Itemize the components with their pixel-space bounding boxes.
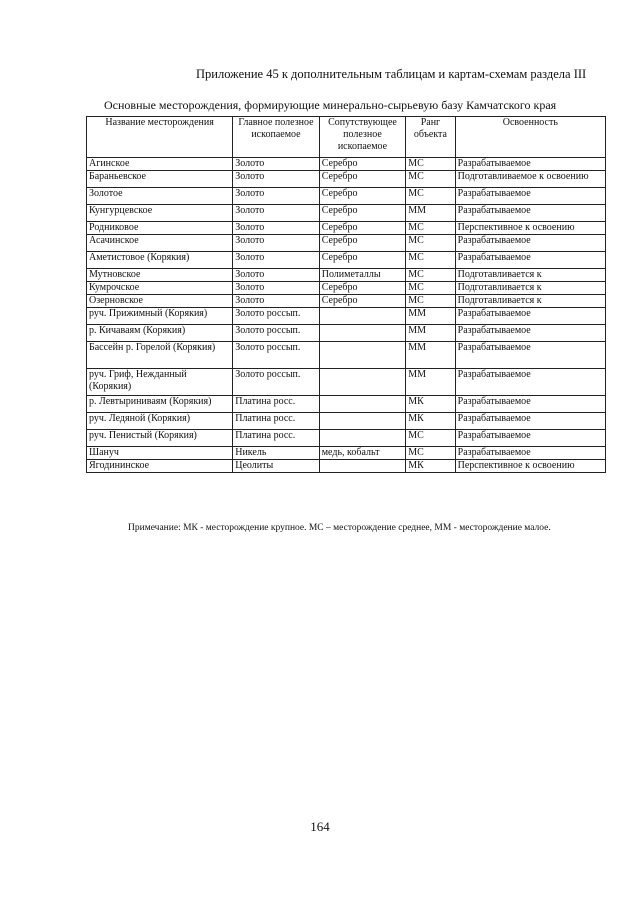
- table-cell: Золото: [233, 171, 320, 188]
- table-cell: Аметистовое (Корякия): [87, 252, 233, 269]
- column-header: Освоенность: [455, 117, 605, 158]
- table-row: [87, 447, 606, 460]
- table-cell: Шануч: [87, 447, 233, 460]
- table-cell: ММ: [406, 205, 455, 222]
- table-cell: [319, 413, 406, 430]
- table-cell: МК: [406, 396, 455, 413]
- table-row: [87, 430, 606, 447]
- column-header: Название месторождения: [87, 117, 233, 158]
- table-cell: р. Левтыриниваям (Корякия): [87, 396, 233, 413]
- table-cell: [319, 460, 406, 473]
- table-cell: МС: [406, 295, 455, 308]
- table-cell: ММ: [406, 342, 455, 369]
- table-cell: Цеолиты: [233, 460, 320, 473]
- table-cell: Агинское: [87, 158, 233, 171]
- table-row: [87, 460, 606, 473]
- table-cell: Разрабатываемое: [455, 413, 605, 430]
- table-cell: Разрабатываемое: [455, 188, 605, 205]
- table-row: [87, 188, 606, 205]
- table-cell: Разрабатываемое: [455, 325, 605, 342]
- table-cell: Золото: [233, 205, 320, 222]
- table-cell: Ягодининское: [87, 460, 233, 473]
- table-cell: Золото: [233, 158, 320, 171]
- table-row: [87, 396, 606, 413]
- table-note: Примечание: МК - месторождение крупное. МС – месторождение среднее, ММ - месторождение малое.: [128, 523, 551, 533]
- table-cell: Платина росс.: [233, 396, 320, 413]
- table-cell: Серебро: [319, 205, 406, 222]
- table-cell: Серебро: [319, 222, 406, 235]
- table-cell: Золото россып.: [233, 325, 320, 342]
- table-cell: медь, кобальт: [319, 447, 406, 460]
- table-cell: Разрабатываемое: [455, 308, 605, 325]
- table-cell: Подготавливается к: [455, 269, 605, 282]
- table-cell: [319, 369, 406, 396]
- table-cell: ММ: [406, 308, 455, 325]
- table-cell: руч. Прижимный (Корякия): [87, 308, 233, 325]
- table-cell: Золото россып.: [233, 342, 320, 369]
- table-cell: Разрабатываемое: [455, 158, 605, 171]
- table-cell: Золото: [233, 269, 320, 282]
- table-cell: Родниковое: [87, 222, 233, 235]
- table-cell: Серебро: [319, 158, 406, 171]
- table-row: [87, 205, 606, 222]
- table-row: [87, 235, 606, 252]
- table-cell: Золото россып.: [233, 369, 320, 396]
- table-row: [87, 171, 606, 188]
- column-header: Сопутствующее полезное ископаемое: [319, 117, 406, 158]
- table-cell: [319, 308, 406, 325]
- table-cell: Золото: [233, 282, 320, 295]
- table-cell: Асачинское: [87, 235, 233, 252]
- table-cell: р. Кичаваям (Корякия): [87, 325, 233, 342]
- table-cell: Золото: [233, 235, 320, 252]
- table-cell: руч. Пенистый (Корякия): [87, 430, 233, 447]
- table-cell: Полиметаллы: [319, 269, 406, 282]
- table-cell: Золото: [233, 252, 320, 269]
- table-cell: МС: [406, 269, 455, 282]
- table-cell: Подготавливается к: [455, 282, 605, 295]
- table-body: [87, 158, 606, 473]
- table-cell: Разрабатываемое: [455, 447, 605, 460]
- table-row: [87, 325, 606, 342]
- table-cell: Никель: [233, 447, 320, 460]
- table-cell: МС: [406, 171, 455, 188]
- table-cell: ММ: [406, 325, 455, 342]
- table-cell: Разрабатываемое: [455, 252, 605, 269]
- table-cell: Золото: [233, 222, 320, 235]
- table-cell: Разрабатываемое: [455, 369, 605, 396]
- table-cell: Разрабатываемое: [455, 235, 605, 252]
- table-cell: МС: [406, 222, 455, 235]
- table-cell: Мутновское: [87, 269, 233, 282]
- table-cell: Платина росс.: [233, 430, 320, 447]
- column-header: Ранг объекта: [406, 117, 455, 158]
- table-cell: Кунгурцевское: [87, 205, 233, 222]
- table-cell: МК: [406, 460, 455, 473]
- table-cell: Озерновское: [87, 295, 233, 308]
- table-cell: Золото россып.: [233, 308, 320, 325]
- table-row: [87, 252, 606, 269]
- table-cell: руч. Ледяной (Корякия): [87, 413, 233, 430]
- table-row: [87, 158, 606, 171]
- table-cell: Подготавливаемое к освоению: [455, 171, 605, 188]
- table-header-row: [87, 117, 606, 158]
- table-cell: Серебро: [319, 235, 406, 252]
- table-cell: Разрабатываемое: [455, 396, 605, 413]
- table-cell: Серебро: [319, 282, 406, 295]
- table-cell: МС: [406, 188, 455, 205]
- table-row: [87, 342, 606, 369]
- table-cell: [319, 430, 406, 447]
- table-cell: МС: [406, 235, 455, 252]
- table-cell: Перспективное к освоению: [455, 460, 605, 473]
- appendix-title: Приложение 45 к дополнительным таблицам и картам-схемам раздела III: [196, 67, 587, 81]
- deposits-table: [86, 116, 606, 473]
- table-cell: [319, 396, 406, 413]
- table-cell: [319, 325, 406, 342]
- table-row: [87, 282, 606, 295]
- table-cell: Разрабатываемое: [455, 205, 605, 222]
- column-header: Главное полезное ископаемое: [233, 117, 320, 158]
- table-row: [87, 413, 606, 430]
- table-cell: Платина росс.: [233, 413, 320, 430]
- table-cell: Разрабатываемое: [455, 430, 605, 447]
- table-cell: [319, 342, 406, 369]
- table-cell: Разрабатываемое: [455, 342, 605, 369]
- table-row: [87, 222, 606, 235]
- table-cell: Серебро: [319, 171, 406, 188]
- table-cell: Бассейн р. Горелой (Корякия): [87, 342, 233, 369]
- table-cell: Кумрочское: [87, 282, 233, 295]
- table-cell: Перспективное к освоению: [455, 222, 605, 235]
- table-cell: Серебро: [319, 252, 406, 269]
- table-cell: Золото: [233, 295, 320, 308]
- table-cell: МС: [406, 252, 455, 269]
- table-cell: ММ: [406, 369, 455, 396]
- page-number: 164: [310, 819, 330, 834]
- table-row: [87, 269, 606, 282]
- table-cell: МС: [406, 158, 455, 171]
- table-cell: Золотое: [87, 188, 233, 205]
- table-row: [87, 308, 606, 325]
- table-cell: Серебро: [319, 188, 406, 205]
- table-cell: МС: [406, 282, 455, 295]
- table-row: [87, 369, 606, 396]
- table-cell: Бараньевское: [87, 171, 233, 188]
- table-cell: Подготавливается к: [455, 295, 605, 308]
- table-cell: Золото: [233, 188, 320, 205]
- table-cell: руч. Гриф, Нежданный (Корякия): [87, 369, 233, 396]
- table-caption: Основные месторождения, формирующие минерально-сырьевую базу Камчатского края: [104, 98, 557, 112]
- table-cell: Серебро: [319, 295, 406, 308]
- table-cell: МС: [406, 447, 455, 460]
- table-row: [87, 295, 606, 308]
- table-cell: МС: [406, 430, 455, 447]
- table-cell: МК: [406, 413, 455, 430]
